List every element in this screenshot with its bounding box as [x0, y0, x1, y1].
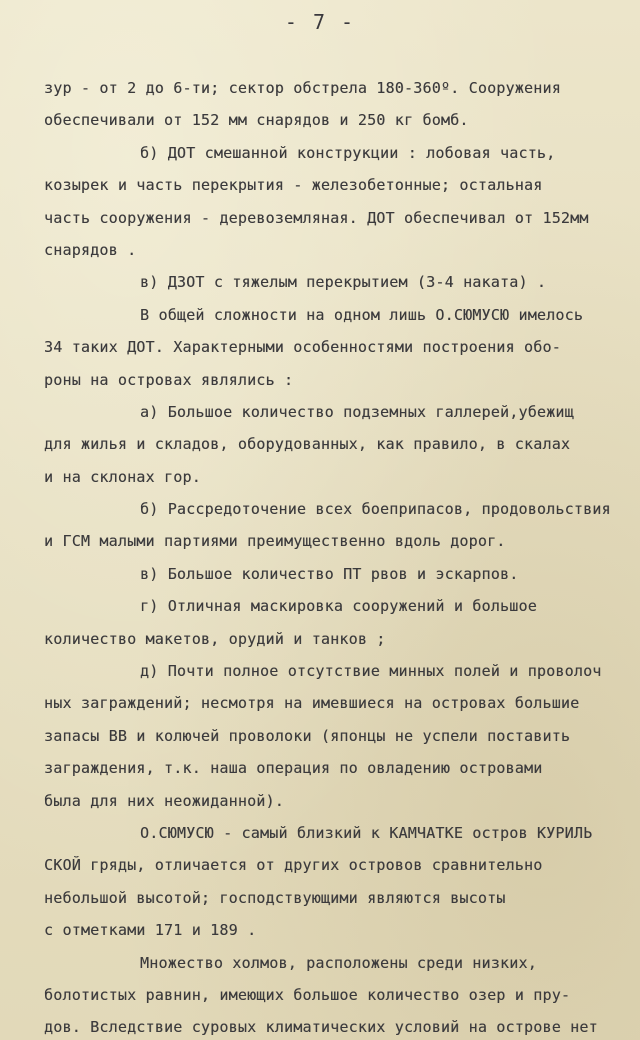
text-line: часть сооружения - деревоземляная. ДОТ обеспечивал от 152мм: [44, 208, 589, 227]
text-line: роны на островах являлись :: [44, 370, 294, 389]
text-line: а) Большое количество подземных галлерей,убежищ: [140, 402, 574, 421]
text-line: г) Отличная маскировка сооружений и большое: [140, 597, 537, 616]
text-line: козырек и часть перекрытия - железобетонные; остальная: [44, 176, 543, 195]
text-line: болотистых равнин, имеющих большое количество озер и пру-: [44, 985, 571, 1004]
text-line: и ГСМ малыми партиями преимущественно вдоль дорог.: [44, 532, 506, 551]
page-number: - 7 -: [284, 10, 356, 34]
text-line: зур - от 2 до 6-ти; сектор обстрела 180-360º. Сооружения: [44, 79, 561, 97]
text-line: заграждения, т.к. наша операция по овладению островами: [44, 759, 543, 778]
text-line: была для них неожиданной).: [44, 791, 284, 810]
text-line: количество макетов, орудий и танков ;: [44, 629, 386, 648]
text-line: запасы ВВ и колючей проволоки (японцы не успели поставить: [44, 726, 571, 745]
text-line: В общей сложности на одном лишь О.СЮМУСЮ имелось: [140, 305, 584, 324]
text-line: с отметками 171 и 189 .: [44, 921, 257, 940]
text-line: 34 таких ДОТ. Характерными особенностями построения обо-: [44, 338, 561, 357]
text-line: б) Рассредоточение всех боеприпасов, продовольствия: [140, 500, 611, 519]
text-line: О.СЮМУСЮ - самый близкий к КАМЧАТКЕ остров КУРИЛЬ: [140, 823, 593, 842]
text-line: в) Большое количество ПТ рвов и эскарпов.: [140, 564, 519, 583]
text-line: в) ДЗОТ с тяжелым перекрытием (3-4 наката) .: [140, 273, 547, 292]
text-line: дов. Вследствие суровых климатических условий на острове нет: [44, 1018, 598, 1037]
document-body: [44, 72, 634, 1040]
text-line: для жилья и складов, оборудованных, как правило, в скалах: [44, 435, 571, 454]
text-line: небольшой высотой; господствующими являются высоты: [44, 888, 506, 907]
text-line: д) Почти полное отсутствие минных полей и проволоч: [140, 662, 602, 681]
text-line: б) ДОТ смешанной конструкции : лобовая часть,: [140, 143, 556, 162]
text-line: и на склонах гор.: [44, 467, 201, 486]
text-line: ных заграждений; несмотря на имевшиеся на островах большие: [44, 694, 580, 713]
text-line: СКОЙ гряды, отличается от других островов сравнительно: [44, 856, 543, 875]
text-line: обеспечивали от 152 мм снарядов и 250 кг бомб.: [44, 111, 469, 130]
text-line: Множество холмов, расположены среди низких,: [140, 953, 537, 972]
text-line: снарядов .: [44, 240, 137, 259]
